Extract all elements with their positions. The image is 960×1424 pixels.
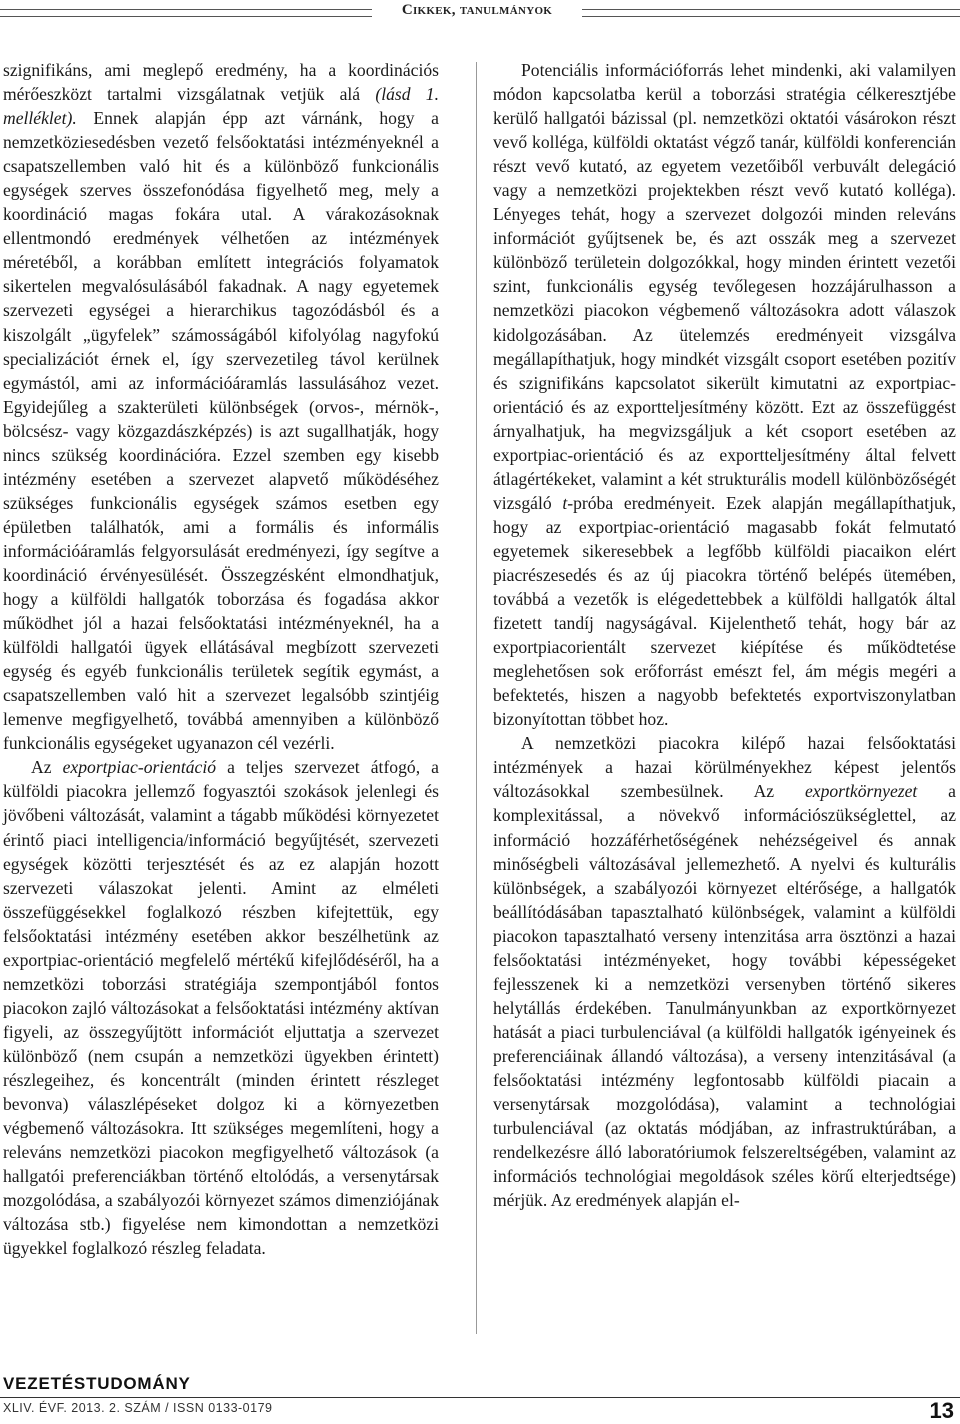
text-run: Az [31,757,63,778]
text-run: szignifikáns, ami meglepő eredmény, ha a koordinációs mérőeszközt tartalmi vizsgálatnak vetjük alá [3,60,439,105]
text-run: Ennek alapján épp azt várnánk, hogy a nemzetköziesedésben vezető felsőoktatási intézményeknél a csapatszellemben való hit és a különböző funkcionális egységek szerves összefonódása figyelhető meg, mely a koordináció magas fokára utal. A várakozásoknak ellentmondó eredmények vélhetően az intézmények méretéből, a korábban említett integrációs folyamatok sikertelen megvalósulásából fakadnak. A nagy egyetemek szervezeti egységei a hierarchikus tagozódásból és a kiszolgált „ügyfelek” számosságából kifolyólag nagyfokú specializációt érnek el, így szervezetileg távol kerülnek egymástól, ami az információáramlás lassulásához vezet. Egyidejűleg a szakterületi különbségek (orvos-, mérnök-, bölcsész- vagy közgazdászképzés) is azt sugallhatják, hogy nincs szükség koordinációra. Ezzel szemben egy kisebb intézmény esetében a szervezet alapvető működéséhez szükséges funkcionális egységek számos esetben egy épületben találhatók, ami a formális és informális információáramlás felgyorsulását eredményezi, így segítve a koordináció érvényesülését. Összegzésként elmondhatjuk, hogy a külföldi hallgatók toborzása és fogadása akkor működhet jól a hazai felsőoktatási intézményeknél, ha a külföldi hallgatói ügyek ellátásával megbízott szervezeti egység és egyéb funkcionális területek segítik egymást, a csapatszellemben való hit a szervezet legalsóbb szintjéig lemenve megfigyelhető, továbbá amennyiben a különböző funkcionális egységeket ugyanazon cél vezérli. [3,108,439,754]
text-run: -próba eredményeit. Ezek alapján megállapíthatjuk, hogy az exportpiac-orientáció magasabb fokát felmutató egyetemek sikeresebbek a legfőbb külföldi piacaikon elért piacrészesedés és az új piacokra történő belépés ütemében, továbbá a vezetők is elégedettebbek a külföldi hallgatók által fizetett tandíj nagyságával. Kijelenthető tehát, hogy bár az exportpiacorientált szervezet kiépítése és működtetése meglehetősen sok erőforrást emészt fel, ám mégis megéri a befektetés, hiszen a nagyobb befektetés exportviszonylatban bizonyítottan többet hoz. [493,492,956,730]
header-rule-left [0,9,372,17]
left-column [3,58,439,1260]
text-run: a teljes szervezet átfogó, a külföldi piacokra jellemző fogyasztói szokások jelenlegi és jövőbeni változását, valamint a tágabb működési környezetet érintő piaci intelligencia/információ begyűjtését, szervezeti egységek közötti terjesztését és az ez alapján hozott szervezeti válaszokat jelenti. Amint az elméleti összefüggésekkel foglalkozó részben kifejtettük, egy felsőoktatási intézmény esetében akkor beszélhetünk az exportpiac-orientáció megfelelő mértékű kifejlődéséről, ha a nemzetközi toborzási stratégiája szempontjából fontos piacokon zajló változásokat a felsőoktatási intézmény aktívan figyeli, az összegyűjtött információt eljuttatja a szervezet különböző (nem csupán a nemzetközi ügyekben érintett) részlegeihez, és koncentrált (minden érintett részleget bevonva) válaszlépéseket dolgoz ki a környezetben végbemenő változásokra. Itt szükséges megemlíteni, hogy a releváns nemzetközi piacokon megfigyelhető változások (a hallgatói preferenciákban történő eltolódás, a versenytársak mozgolódása, a szabályozói környezet számos dimenziójának változása stb.) figyelése nem kimondottan a nemzetközi ügyekkel foglalkozó részleg feladata. [3,757,439,1259]
text-run: Potenciális információforrás lehet mindenki, aki valamilyen módon kapcsolatba kerül a toborzási stratégia célkeresztjébe kerülő hallgatói bázissal (pl. nemzetközi oktatói vásárokon részt vevő kolléga, külföldi oktatást végző tanár, külföldi konferencián részt vevő kutató, az egyetem vezetőiből verbuvált delegáció vagy a nemzetközi projektekben részt vevő kutató kolléga). Lényeges tehát, hogy a szervezet dolgozói minden releváns információt gyűjtsenek be, és azt osszák meg a szervezet különböző területein dolgozókkal, hogy minden érintett vezetői szint, funkcionális egység tevőlegesen hozzájárulhasson a nemzetközi piacokon végbemenő változásokra adott válaszok kidolgozásában. Az ütelemzés eredményeit vizsgálva megállapíthatjuk, hogy mindkét vizsgált csoport esetében pozitív és szignifikáns kapcsolatot sikerült kimutatni az exportpiac-orientáció és az exportteljesítmény között. Ezt az összefüggést árnyalhatjuk, ha megvizsgáljuk a két csoport esetében az exportpiac-orientáció és az exportteljesítmény által felvett átlagértékeket, valamint a két strukturális modell különbözőségét vizsgáló [493,60,956,513]
left-paragraph-2 [3,755,439,1260]
right-paragraph-1 [493,58,956,731]
column-divider [476,62,477,1334]
right-paragraph-2 [493,731,956,1212]
left-paragraph-1 [3,58,439,755]
section-title: Cikkek, tanulmányok [401,2,553,18]
journal-name: VEZETÉSTUDOMÁNY [3,1374,191,1393]
t-italic: t [562,492,568,513]
header-rule-right [582,9,960,17]
footer-rule [0,1397,960,1398]
right-column [493,58,956,1212]
page-number: 13 [929,1398,954,1423]
running-header [0,0,960,26]
reference-italic: (lásd 1. melléklet). [3,84,440,129]
issue-info: XLIV. ÉVF. 2013. 2. SZÁM / ISSN 0133-0179 [3,1401,273,1415]
text-run: a komplexitással, a növekvő információszükséglettel, az információ hozzáférhetőségének nehézségeivel és annak minőségbeli változásával jellemezhető. A nyelvi és kulturális különbségek, a szabályozói környezet eltérősége, a hallgatók beállítódásában tapasztalható különbségek, valamint a külföldi piacokon tapasztalható verseny intenzitása arra ösztönzi a hazai felsőoktatási intézményeket, hogy további képességeket fejlesszenek ki a nemzetközi versenyben történő sikeres helytállás érdekében. Tanulmányunkban az exportkörnyezet hatását a piaci turbulenciával (a külföldi hallgatók igényeinek és preferenciáinak állandó változása), a verseny intenzitásával (a felsőoktatási intézmény legfontosabb külföldi piacain a versenytársak mozgolódása), valamint a technológiai turbulenciával (az oktatás módjában, az infrastruktúrában, a rendelkezésre álló laboratóriumok felszereltségében, valamint az információs technológiai megoldások széles körű elterjedtsége) mérjük. Az eredmények alapján el- [493,781,956,1211]
text-run: A nemzetközi piacokra kilépő hazai felsőoktatási intézmények a hazai körülményekhez képest jelentős változásokkal szembesülnek. Az [493,733,956,802]
term-italic: exportpiac-orientáció [62,757,217,778]
term-italic: exportkörnyezet [804,781,918,802]
